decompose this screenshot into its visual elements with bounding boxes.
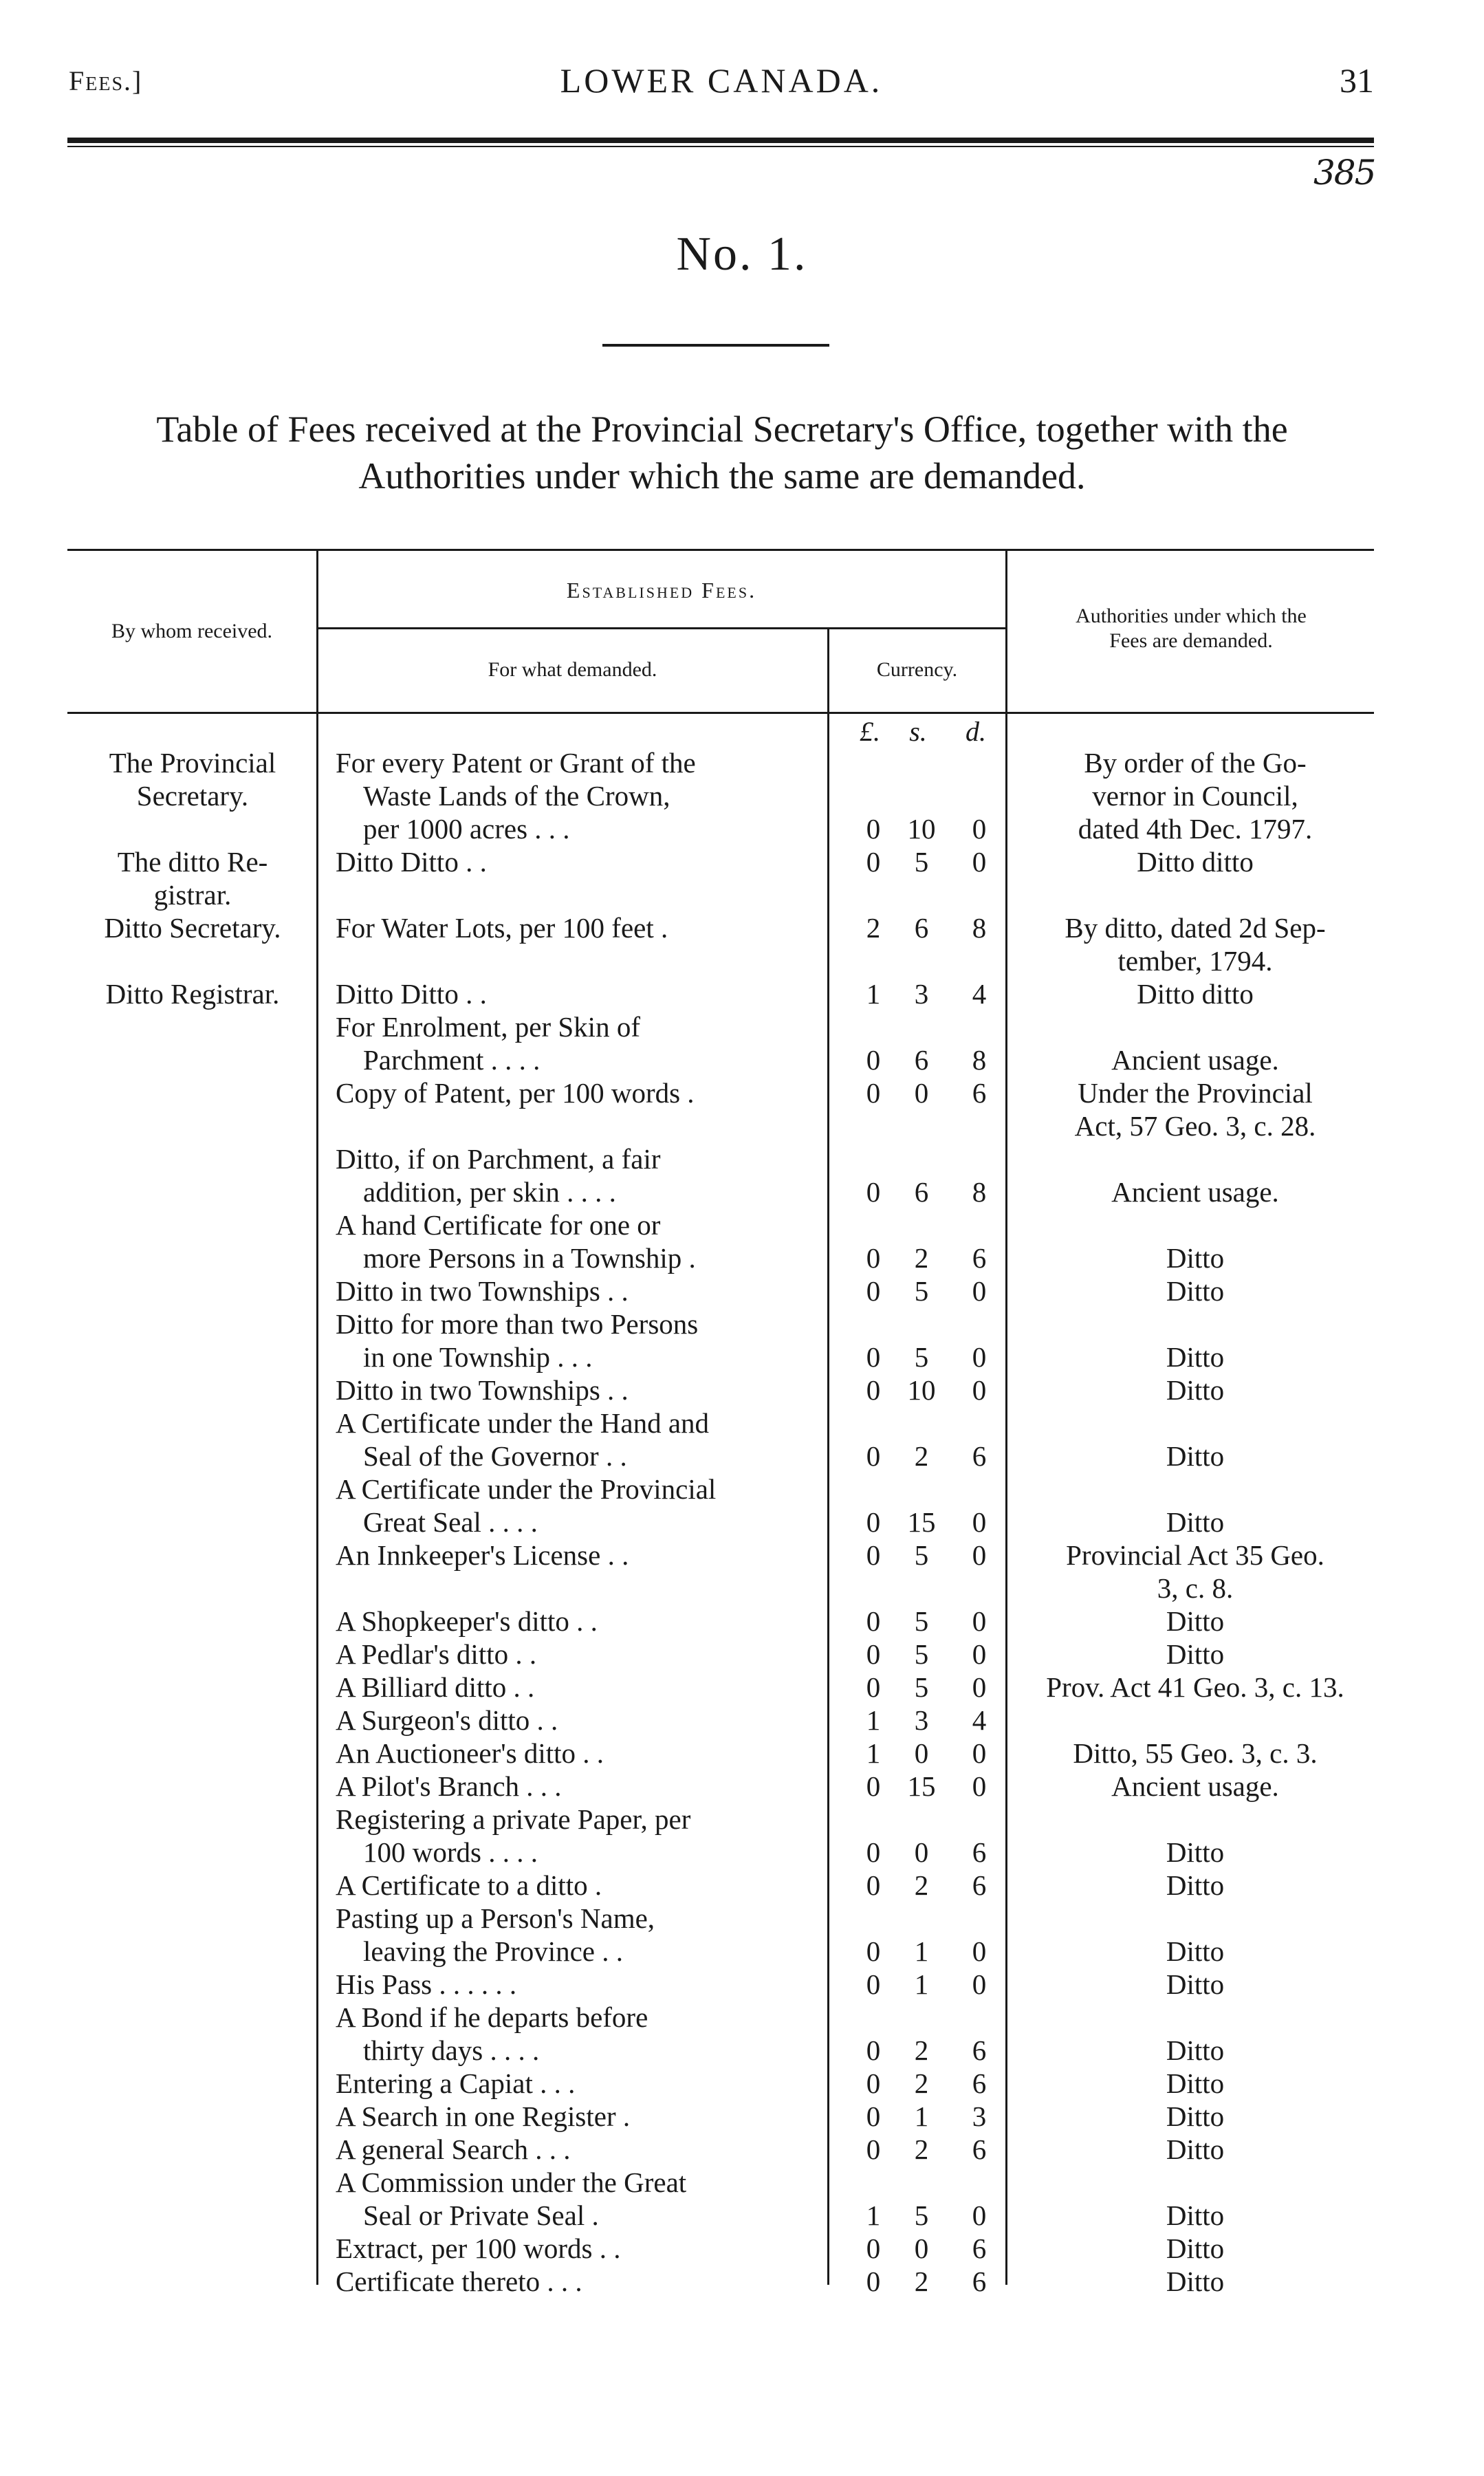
pence-value: 4: [972, 978, 987, 1010]
table-row: [0, 1770, 1484, 1803]
authority-cell: [1016, 1869, 1374, 1902]
shillings-value: 2: [914, 1869, 929, 1901]
table-row: [0, 1803, 1484, 1869]
pence-value: 0: [972, 1737, 987, 1769]
authority-line: Ditto: [1166, 1869, 1225, 1901]
shillings-value: 2: [914, 2067, 929, 2099]
fee-description-line: Certificate thereto . . .: [336, 2266, 582, 2297]
table-row: [0, 1638, 1484, 1671]
fee-description-line: leaving the Province . .: [363, 1935, 624, 1967]
shillings-value: 5: [914, 1341, 929, 1373]
running-head-section: Fees.]: [69, 65, 143, 96]
authority-cell: [1016, 1440, 1374, 1473]
table-row: [0, 2232, 1484, 2265]
authority-line: Ditto: [1166, 1968, 1225, 2000]
table-row: [0, 1208, 1484, 1274]
authority-cell: [1016, 1671, 1374, 1704]
pence-value: 0: [972, 1605, 987, 1637]
pence-value: 0: [972, 1539, 987, 1571]
title-rule: [602, 344, 829, 347]
header-for-what: For what demanded.: [488, 658, 657, 681]
pounds-value: 2: [866, 912, 881, 944]
fee-description-cell: [336, 1307, 810, 1373]
fee-description-line: His Pass . . . . . .: [336, 1968, 517, 2000]
pence-value: 6: [972, 2034, 987, 2066]
header-currency: Currency.: [876, 658, 958, 681]
header-authorities-line-1: Authorities under which the: [1076, 605, 1307, 627]
fee-description-cell: [336, 1208, 810, 1274]
fee-description-cell: [336, 1076, 810, 1109]
running-head: [69, 61, 1374, 109]
fee-description-line: Registering a private Paper, per: [336, 1803, 691, 1835]
authority-line: Ditto: [1166, 2133, 1225, 2165]
fee-description-line: A Certificate under the Hand and: [336, 1407, 710, 1439]
fee-description-cell: [336, 2067, 810, 2100]
pounds-value: 0: [866, 813, 881, 845]
pounds-value: 0: [866, 1968, 881, 2000]
authority-cell: [1016, 1605, 1374, 1638]
table-row: [0, 1274, 1484, 1307]
header-authorities: [1008, 604, 1374, 653]
authority-line: Ditto ditto: [1137, 978, 1254, 1010]
authority-cell: [1016, 911, 1374, 977]
shillings-value: 1: [914, 1935, 929, 1967]
authority-cell: [1016, 1638, 1374, 1671]
authority-cell: [1016, 1770, 1374, 1803]
header-established-fees: Established Fees.: [566, 578, 757, 602]
pounds-value: 1: [866, 978, 881, 1010]
pence-value: 8: [972, 912, 987, 944]
fee-description-cell: [336, 1473, 810, 1539]
pence-value: 4: [972, 1704, 987, 1736]
fee-description-cell: [336, 1737, 810, 1770]
shillings-value: 5: [914, 1539, 929, 1571]
authority-line: Ditto: [1166, 2100, 1225, 2132]
authority-line: Ditto: [1166, 1242, 1225, 1274]
authority-line: Ditto: [1166, 2200, 1225, 2231]
shillings-unit-label: s.: [909, 716, 927, 747]
fee-description-line: A Surgeon's ditto . .: [336, 1704, 558, 1736]
fee-description-cell: [336, 1770, 810, 1803]
fee-description-line: A Certificate under the Provincial: [336, 1473, 717, 1505]
authority-cell: [1016, 1373, 1374, 1407]
authority-cell: [1016, 1836, 1374, 1869]
table-row: [0, 1968, 1484, 2001]
table-top-rule: [67, 549, 1374, 551]
fee-description-cell: [336, 1407, 810, 1473]
shillings-value: 2: [914, 2266, 929, 2297]
fee-description-line: Ditto, if on Parchment, a fair: [336, 1143, 661, 1175]
authority-cell: [1016, 2100, 1374, 2133]
fee-description-cell: [336, 977, 810, 1010]
shillings-value: 2: [914, 2133, 929, 2165]
authority-cell: [1016, 1506, 1374, 1539]
fee-description-cell: [336, 1803, 810, 1869]
fee-description-cell: [336, 1539, 810, 1572]
authority-line: tember, 1794.: [1117, 945, 1273, 977]
authority-cell: [1016, 1076, 1374, 1142]
fee-description-cell: [336, 1373, 810, 1407]
authority-line: dated 4th Dec. 1797.: [1078, 813, 1313, 845]
fee-description-line: A Commission under the Great: [336, 2166, 687, 2198]
pence-value: 6: [972, 2233, 987, 2264]
shillings-value: 1: [914, 2100, 929, 2132]
table-title-line-2: Authorities under which the same are demanded.: [358, 455, 1086, 497]
pounds-value: 0: [866, 2233, 881, 2264]
authority-line: Ditto: [1166, 2266, 1225, 2297]
authority-cell: [1016, 845, 1374, 878]
table-row: [0, 1539, 1484, 1605]
authority-line: Ditto: [1166, 1935, 1225, 1967]
fee-description-line: A hand Certificate for one or: [336, 1209, 661, 1241]
fee-description-line: For every Patent or Grant of the: [336, 747, 696, 779]
authority-line: Ditto, 55 Geo. 3, c. 3.: [1073, 1737, 1318, 1769]
header-bottom-rule: [67, 712, 1374, 714]
table-title: [69, 406, 1375, 499]
pence-value: 0: [972, 1671, 987, 1703]
pounds-value: 0: [866, 2034, 881, 2066]
pence-value: 8: [972, 1044, 987, 1076]
fee-description-cell: [336, 1638, 810, 1671]
received-by-cell: [72, 845, 314, 911]
shillings-value: 3: [914, 1704, 929, 1736]
pence-value: 0: [972, 1770, 987, 1802]
table-row: [0, 2067, 1484, 2100]
pence-value: 6: [972, 1242, 987, 1274]
authority-line: By ditto, dated 2d Sep-: [1065, 912, 1326, 944]
fee-description-cell: [336, 746, 810, 845]
shillings-value: 15: [907, 1506, 936, 1538]
pence-value: 0: [972, 1275, 987, 1307]
table-row: [0, 2100, 1484, 2133]
pence-value: 6: [972, 2067, 987, 2099]
pence-value: 0: [972, 846, 987, 878]
table-row: [0, 1671, 1484, 1704]
received-by-cell: [72, 746, 314, 812]
pounds-value: 0: [866, 1605, 881, 1637]
fee-description-line: thirty days . . . .: [363, 2034, 540, 2066]
pence-value: 3: [972, 2100, 987, 2132]
authority-line: 3, c. 8.: [1157, 1572, 1234, 1604]
fee-description-line: Great Seal . . . .: [363, 1506, 538, 1538]
authority-cell: [1016, 2199, 1374, 2232]
received-by-line: gistrar.: [153, 879, 232, 911]
authority-line: Ditto: [1166, 2034, 1225, 2066]
pounds-value: 0: [866, 1869, 881, 1901]
authority-line: Ditto: [1166, 1638, 1225, 1670]
pence-value: 8: [972, 1176, 987, 1208]
authority-line: Ditto: [1166, 1836, 1225, 1868]
pounds-value: 0: [866, 1176, 881, 1208]
table-row: [0, 1869, 1484, 1902]
authority-line: vernor in Council,: [1092, 780, 1298, 812]
fee-description-cell: [336, 845, 810, 878]
pence-value: 6: [972, 1869, 987, 1901]
authority-cell: [1016, 2034, 1374, 2067]
authority-cell: [1016, 1043, 1374, 1076]
shillings-value: 10: [907, 1374, 936, 1406]
table-row: [0, 1704, 1484, 1737]
fee-description-line: A Certificate to a ditto .: [336, 1869, 602, 1901]
table-row: [0, 1373, 1484, 1407]
page-number: 31: [1340, 61, 1374, 100]
fee-description-line: more Persons in a Township .: [363, 1242, 696, 1274]
fee-description-line: For Enrolment, per Skin of: [336, 1011, 640, 1043]
pounds-value: 0: [866, 1044, 881, 1076]
pounds-value: 0: [866, 2067, 881, 2099]
fee-description-line: A Pilot's Branch . . .: [336, 1770, 562, 1802]
authority-line: Provincial Act 35 Geo.: [1066, 1539, 1324, 1571]
authority-line: Ancient usage.: [1111, 1176, 1279, 1208]
received-by-line: The Provincial: [109, 747, 276, 779]
authority-line: Ditto: [1166, 1275, 1225, 1307]
fee-description-cell: [336, 1869, 810, 1902]
table-row: [0, 1142, 1484, 1208]
pence-value: 6: [972, 2133, 987, 2165]
pounds-value: 0: [866, 846, 881, 878]
shillings-value: 0: [914, 1077, 929, 1109]
pounds-value: 0: [866, 1440, 881, 1472]
table-row: [0, 845, 1484, 911]
pounds-value: 0: [866, 1506, 881, 1538]
table-row: [0, 1010, 1484, 1076]
pounds-value: 0: [866, 1836, 881, 1868]
pence-value: 0: [972, 1968, 987, 2000]
authority-cell: [1016, 1539, 1374, 1605]
authority-line: Ancient usage.: [1111, 1044, 1279, 1076]
pence-value: 0: [972, 1341, 987, 1373]
fee-description-cell: [336, 2100, 810, 2133]
pounds-value: 1: [866, 2200, 881, 2231]
fee-description-line: Ditto in two Townships . .: [336, 1275, 629, 1307]
table-row: [0, 911, 1484, 977]
shillings-value: 2: [914, 1440, 929, 1472]
fee-description-line: An Auctioneer's ditto . .: [336, 1737, 604, 1769]
fee-description-line: Waste Lands of the Crown,: [363, 780, 670, 812]
fee-description-line: A Bond if he departs before: [336, 2001, 648, 2033]
fee-description-line: A Pedlar's ditto . .: [336, 1638, 537, 1670]
received-by-line: Secretary.: [136, 780, 249, 812]
shillings-value: 5: [914, 846, 929, 878]
fee-description-line: Seal or Private Seal .: [363, 2200, 599, 2231]
authority-cell: [1016, 2232, 1374, 2265]
fee-description-line: Seal of the Governor . .: [363, 1440, 627, 1472]
authority-line: Ditto ditto: [1137, 846, 1254, 878]
authority-line: Under the Provincial: [1078, 1077, 1313, 1109]
authority-cell: [1016, 1935, 1374, 1968]
shillings-value: 6: [914, 1176, 929, 1208]
authority-cell: [1016, 1274, 1374, 1307]
fee-description-line: Extract, per 100 words . .: [336, 2233, 621, 2264]
table-row: [0, 746, 1484, 845]
shillings-value: 5: [914, 1275, 929, 1307]
fee-description-line: Parchment . . . .: [363, 1044, 541, 1076]
shillings-value: 0: [914, 1836, 929, 1868]
fee-description-line: A Billiard ditto . .: [336, 1671, 535, 1703]
pounds-value: 0: [866, 1275, 881, 1307]
fee-description-cell: [336, 2001, 810, 2067]
shillings-value: 3: [914, 978, 929, 1010]
table-row: [0, 2166, 1484, 2232]
authority-cell: [1016, 746, 1374, 845]
table-row: [0, 1473, 1484, 1539]
shillings-value: 0: [914, 2233, 929, 2264]
fee-description-line: A general Search . . .: [336, 2133, 571, 2165]
pence-value: 0: [972, 1506, 987, 1538]
pounds-value: 0: [866, 1935, 881, 1967]
shillings-value: 2: [914, 1242, 929, 1274]
fee-description-line: Copy of Patent, per 100 words .: [336, 1077, 695, 1109]
header-double-rule: [67, 138, 1374, 147]
fee-description-cell: [336, 1274, 810, 1307]
authority-line: Ditto: [1166, 1605, 1225, 1637]
fee-description-line: per 1000 acres . . .: [363, 813, 570, 845]
pounds-value: 0: [866, 1242, 881, 1274]
fee-description-cell: [336, 2232, 810, 2265]
authority-line: Ditto: [1166, 1341, 1225, 1373]
pounds-value: 0: [866, 2100, 881, 2132]
pence-value: 0: [972, 1638, 987, 1670]
fee-description-line: Ditto for more than two Persons: [336, 1308, 699, 1340]
shillings-value: 5: [914, 1605, 929, 1637]
pence-value: 6: [972, 1440, 987, 1472]
fee-description-line: Ditto in two Townships . .: [336, 1374, 629, 1406]
document-number: No. 1.: [676, 228, 808, 281]
authority-cell: [1016, 1175, 1374, 1208]
table-row: [0, 1902, 1484, 1968]
authority-cell: [1016, 977, 1374, 1010]
shillings-value: 6: [914, 912, 929, 944]
pounds-value: 0: [866, 1077, 881, 1109]
pounds-value: 0: [866, 2266, 881, 2297]
pounds-value: 0: [866, 1770, 881, 1802]
authority-cell: [1016, 1241, 1374, 1274]
pence-value: 6: [972, 2266, 987, 2297]
pence-value: 6: [972, 1077, 987, 1109]
pounds-unit-label: £.: [860, 716, 880, 747]
received-by-cell: [72, 977, 314, 1010]
shillings-value: 10: [907, 813, 936, 845]
shillings-value: 2: [914, 2034, 929, 2066]
fee-description-cell: [336, 911, 810, 944]
authority-line: Ditto: [1166, 1374, 1225, 1406]
table-row: [0, 1407, 1484, 1473]
fee-table-body: [0, 746, 1484, 2298]
pence-value: 0: [972, 2200, 987, 2231]
authority-line: Ditto: [1166, 2067, 1225, 2099]
authority-cell: [1016, 1737, 1374, 1770]
authority-cell: [1016, 1968, 1374, 2001]
pence-value: 6: [972, 1836, 987, 1868]
received-by-cell: [72, 911, 314, 944]
fee-description-cell: [336, 1605, 810, 1638]
fee-description-cell: [336, 2166, 810, 2232]
running-head-title: LOWER CANADA.: [560, 61, 883, 100]
fee-description-line: Ditto Ditto . .: [336, 846, 487, 878]
table-row: [0, 1076, 1484, 1142]
shillings-value: 5: [914, 1671, 929, 1703]
pounds-value: 1: [866, 1704, 881, 1736]
shillings-value: 1: [914, 1968, 929, 2000]
pounds-value: 0: [866, 1341, 881, 1373]
pounds-value: 0: [866, 1374, 881, 1406]
authority-line: Ancient usage.: [1111, 1770, 1279, 1802]
authority-cell: [1016, 2265, 1374, 2298]
fee-description-cell: [336, 1010, 810, 1076]
fee-description-line: A Search in one Register .: [336, 2100, 631, 2132]
fee-description-line: An Innkeeper's License . .: [336, 1539, 629, 1571]
received-by-line: The ditto Re-: [117, 846, 268, 878]
authority-line: Ditto: [1166, 1506, 1225, 1538]
authority-line: By order of the Go-: [1084, 747, 1307, 779]
pounds-value: 0: [866, 1671, 881, 1703]
pence-value: 0: [972, 1935, 987, 1967]
table-title-line-1: Table of Fees received at the Provincial Secretary's Office, together with the: [156, 409, 1288, 450]
shillings-value: 15: [907, 1770, 936, 1802]
pence-value: 0: [972, 1374, 987, 1406]
fee-description-line: 100 words . . . .: [363, 1836, 538, 1868]
authority-line: Ditto: [1166, 2233, 1225, 2264]
table-row: [0, 2001, 1484, 2067]
fee-description-cell: [336, 1142, 810, 1208]
fee-description-line: in one Township . . .: [363, 1341, 593, 1373]
header-by-whom: By whom received.: [111, 620, 273, 642]
pounds-value: 0: [866, 1638, 881, 1670]
shillings-value: 5: [914, 1638, 929, 1670]
table-row: [0, 1737, 1484, 1770]
fee-description-line: addition, per skin . . . .: [363, 1176, 616, 1208]
fee-description-line: Pasting up a Person's Name,: [336, 1902, 655, 1934]
fee-description-cell: [336, 1902, 810, 1968]
fee-description-cell: [336, 1968, 810, 2001]
handwritten-annotation: 385: [1313, 153, 1375, 193]
shillings-value: 6: [914, 1044, 929, 1076]
pence-unit-label: d.: [965, 716, 986, 747]
fee-description-line: Entering a Capiat . . .: [336, 2067, 576, 2099]
fee-description-line: A Shopkeeper's ditto . .: [336, 1605, 598, 1637]
table-row: [0, 1307, 1484, 1373]
shillings-value: 0: [914, 1737, 929, 1769]
fee-description-cell: [336, 1704, 810, 1737]
header-authorities-line-2: Fees are demanded.: [1109, 629, 1273, 652]
fee-description-cell: [336, 2265, 810, 2298]
fee-description-line: Ditto Ditto . .: [336, 978, 487, 1010]
shillings-value: 5: [914, 2200, 929, 2231]
table-row: [0, 977, 1484, 1010]
pence-value: 0: [972, 813, 987, 845]
authority-line: Prov. Act 41 Geo. 3, c. 13.: [1046, 1671, 1344, 1703]
pounds-value: 0: [866, 1539, 881, 1571]
received-by-line: Ditto Registrar.: [105, 978, 280, 1010]
established-fees-rule: [316, 627, 1005, 629]
authority-line: Ditto: [1166, 1440, 1225, 1472]
authority-cell: [1016, 2067, 1374, 2100]
authority-cell: [1016, 2133, 1374, 2166]
table-row: [0, 1605, 1484, 1638]
pounds-value: 1: [866, 1737, 881, 1769]
authority-line: Act, 57 Geo. 3, c. 28.: [1074, 1110, 1316, 1142]
fee-description-line: For Water Lots, per 100 feet .: [336, 912, 668, 944]
table-row: [0, 2133, 1484, 2166]
pounds-value: 0: [866, 2133, 881, 2165]
fee-description-cell: [336, 2133, 810, 2166]
authority-cell: [1016, 1340, 1374, 1373]
fee-description-cell: [336, 1671, 810, 1704]
table-row: [0, 2265, 1484, 2298]
received-by-line: Ditto Secretary.: [104, 912, 281, 944]
